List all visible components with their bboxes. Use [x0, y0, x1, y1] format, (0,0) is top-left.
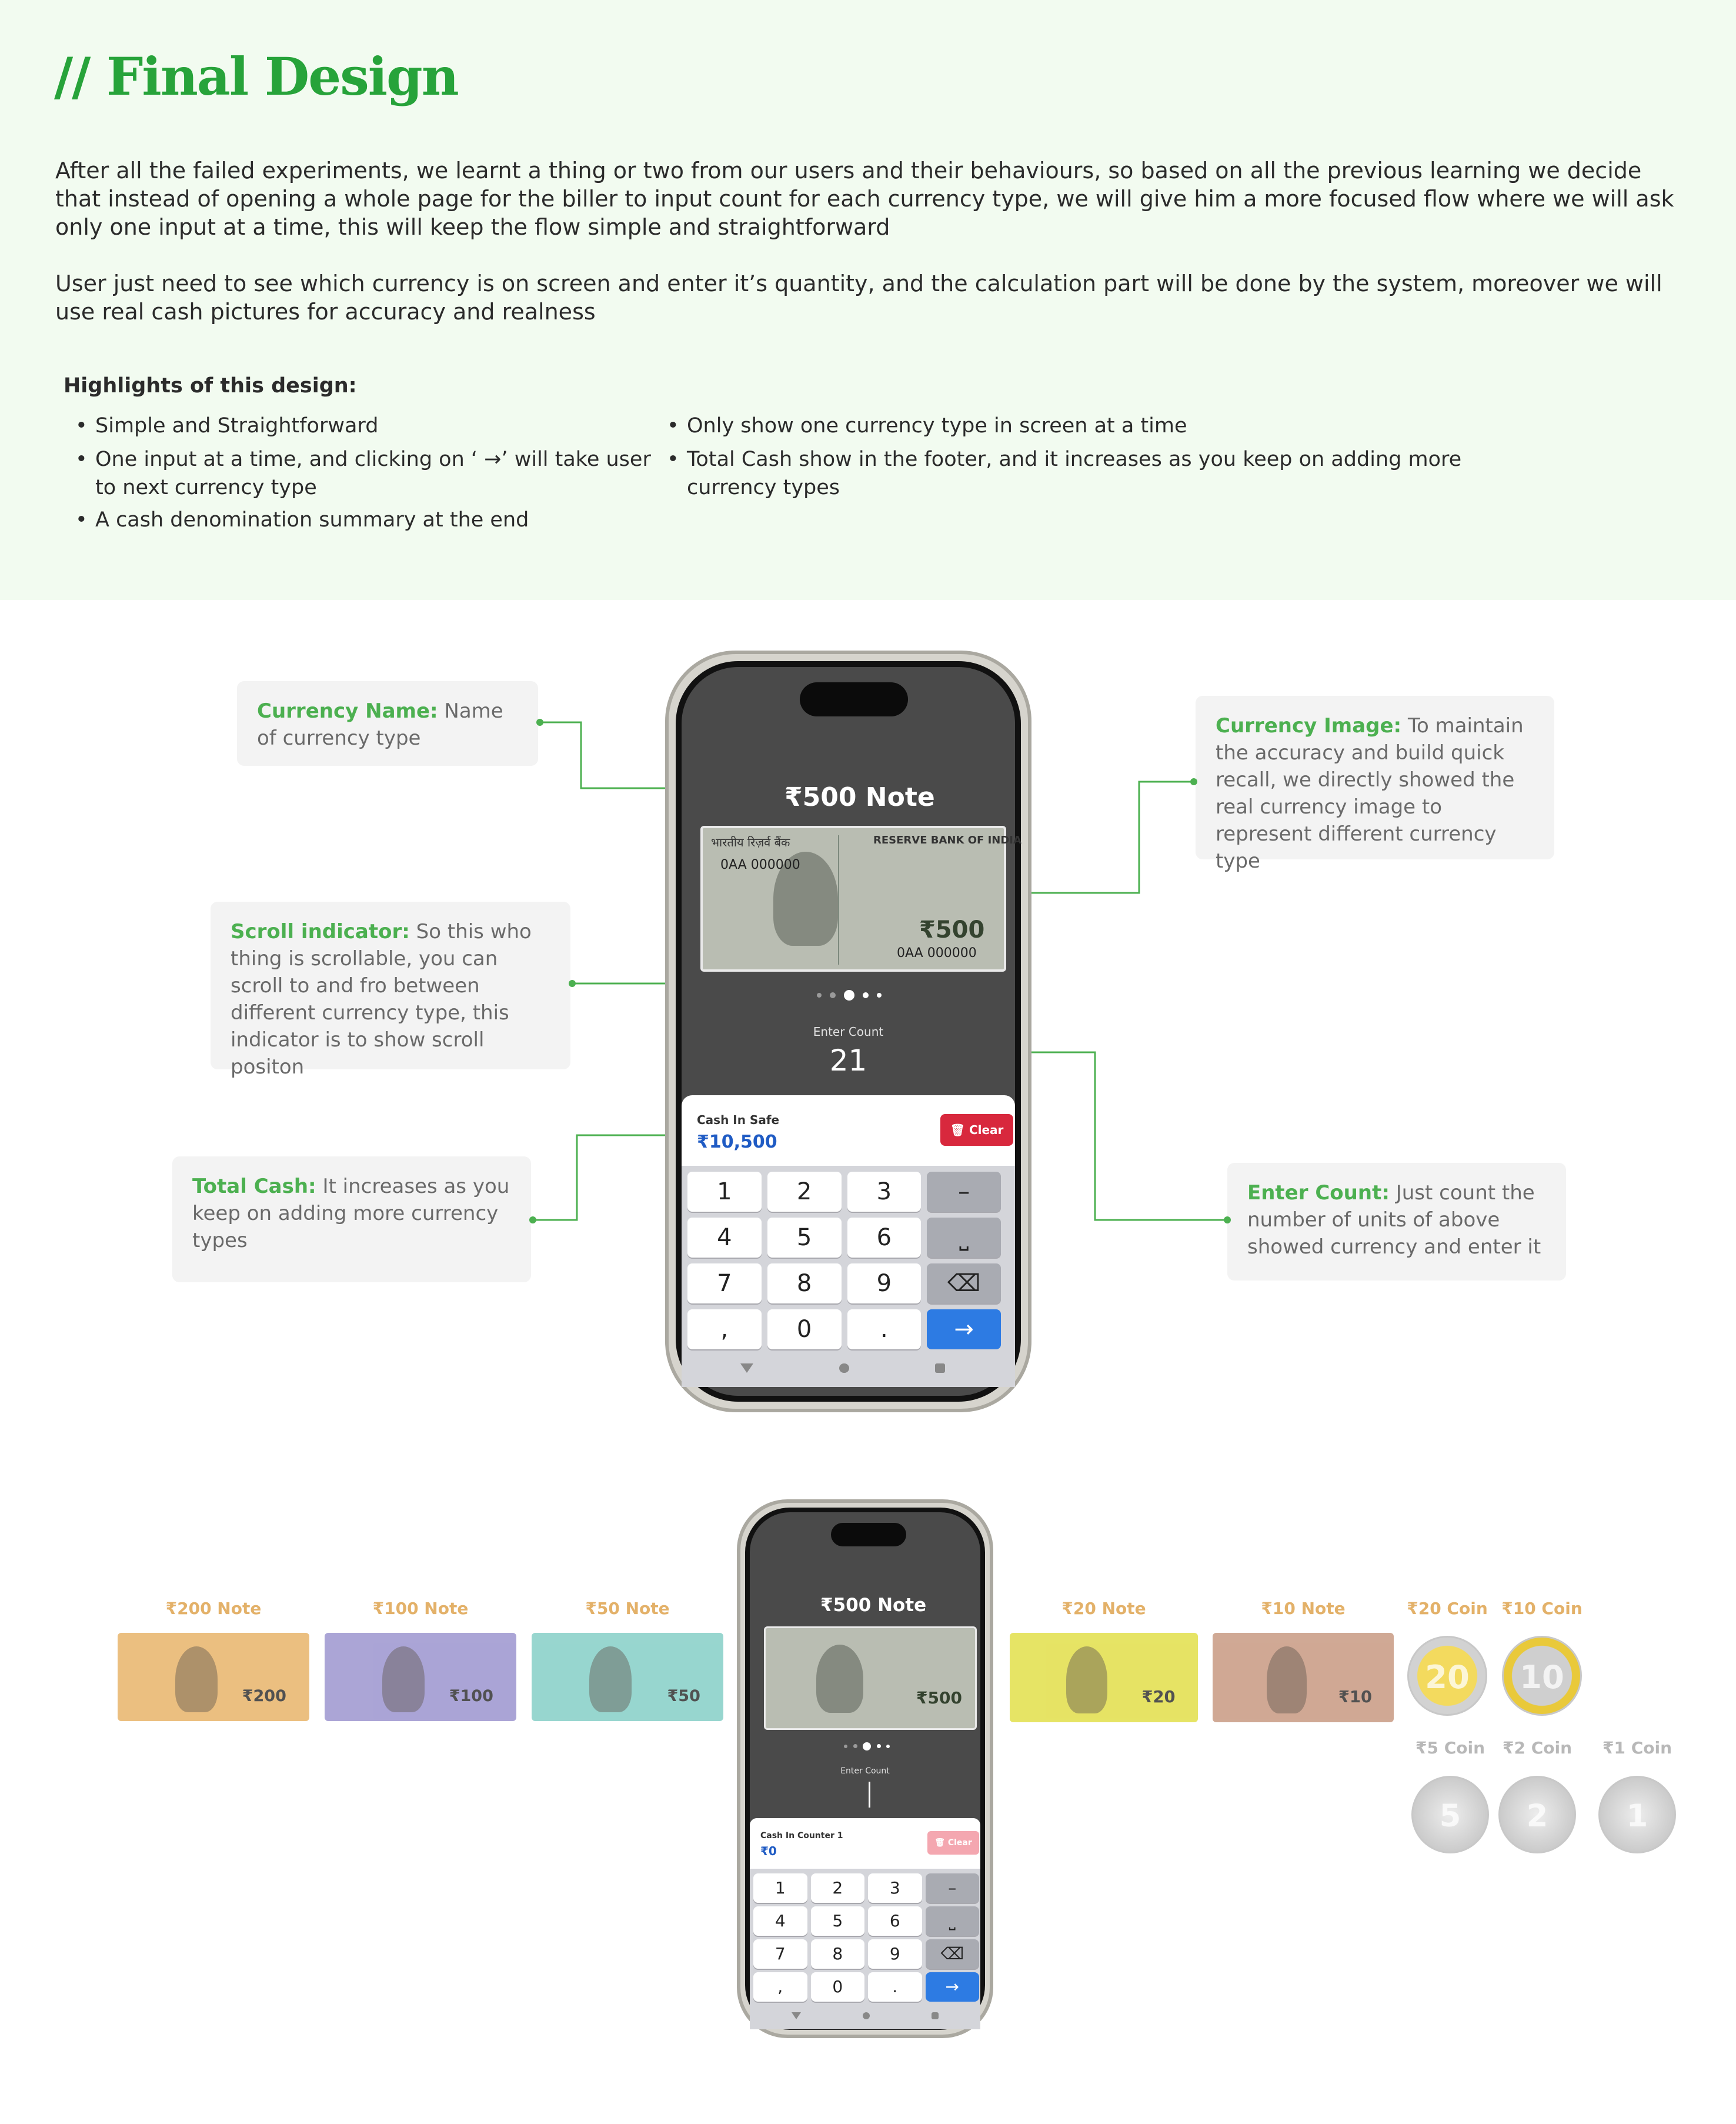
key-15[interactable]: . — [868, 1972, 922, 2002]
currency-note-thumb[interactable]: ₹200 — [118, 1633, 309, 1721]
cash-label: Cash In Safe — [697, 1113, 780, 1127]
cash-footer: Cash In Counter 1 ₹0 🗑 Clear — [750, 1818, 980, 1869]
recents-icon[interactable] — [932, 2012, 939, 2019]
coin-image[interactable]: 5 — [1411, 1776, 1489, 1853]
key-5[interactable]: 4 — [687, 1218, 762, 1258]
key-12[interactable]: ⌫ — [926, 1939, 980, 1969]
key-11[interactable]: 9 — [868, 1939, 922, 1969]
currency-name: ₹500 Note — [820, 1595, 927, 1616]
highlight-item: • Only show one currency type in screen at a time — [667, 414, 1187, 438]
key-6[interactable]: 5 — [811, 1906, 865, 1936]
intro-paragraph-2: User just need to see which currency is on screen and enter it’s quantity, and the calculation part will be done by the system, moreover we will use real cash pictures for accuracy and realness — [55, 271, 1662, 325]
count-input[interactable] — [869, 1782, 870, 1808]
phone-mockup-main — [665, 651, 1031, 1412]
system-nav-bar — [750, 2009, 980, 2029]
coin-image[interactable]: 20 — [1407, 1636, 1487, 1716]
intro-paragraph-1: After all the failed experiments, we learnt a thing or two from our users and their behaviours, so based on all the previous learning we decide that instead of opening a whole page for the biller to input count for each currency type, we will give him a more focused flow where we will ask only one input at a time, this will keep the flow simple and straightforward — [55, 158, 1674, 240]
key-7[interactable]: 6 — [868, 1906, 922, 1936]
coin-label: ₹10 Coin — [1501, 1599, 1583, 1618]
count-input[interactable]: 21 — [829, 1043, 867, 1078]
annotation-enter-count: Enter Count: Just count the number of units of above showed currency and enter it — [1227, 1163, 1566, 1281]
key-13[interactable]: , — [753, 1972, 807, 2002]
scroll-indicator[interactable] — [817, 989, 893, 1001]
home-icon[interactable] — [839, 1363, 849, 1373]
back-icon[interactable] — [792, 2012, 801, 2019]
highlight-item: • A cash denomination summary at the end — [75, 508, 529, 532]
currency-note-thumb[interactable]: ₹20 — [1010, 1633, 1198, 1722]
key-16[interactable]: → — [926, 1972, 980, 2002]
key-8[interactable]: ⎵ — [927, 1218, 1001, 1258]
coin-image[interactable]: 1 — [1598, 1776, 1676, 1853]
currency-note-thumb[interactable]: ₹10 — [1213, 1633, 1394, 1722]
key-4[interactable]: – — [926, 1873, 980, 1903]
highlights-title: Highlights of this design: — [64, 374, 357, 398]
cash-footer — [682, 1095, 1015, 1166]
key-4[interactable]: – — [927, 1172, 1001, 1212]
currency-note-thumb[interactable]: ₹50 — [532, 1633, 723, 1721]
key-11[interactable]: 9 — [847, 1263, 922, 1303]
coin-image[interactable]: 10 — [1502, 1636, 1582, 1716]
key-7[interactable]: 6 — [847, 1218, 922, 1258]
clear-button[interactable]: 🗑 Clear — [927, 1831, 979, 1855]
key-14[interactable]: 0 — [767, 1309, 842, 1349]
key-10[interactable]: 8 — [767, 1263, 842, 1303]
clear-button[interactable]: 🗑 Clear — [940, 1114, 1013, 1146]
phone-mockup-secondary — [737, 1499, 993, 2038]
denomination-label: ₹20 Note — [1061, 1599, 1146, 1618]
recents-icon[interactable] — [935, 1363, 944, 1373]
enter-count-label: Enter Count — [813, 1025, 884, 1039]
numeric-keypad — [750, 1869, 980, 2029]
denomination-label: ₹50 Note — [585, 1599, 670, 1618]
key-14[interactable]: 0 — [811, 1972, 865, 2002]
trash-icon: 🗑 — [950, 1123, 965, 1137]
key-2[interactable]: 2 — [811, 1873, 865, 1903]
key-9[interactable]: 7 — [687, 1263, 762, 1303]
key-9[interactable]: 7 — [753, 1939, 807, 1969]
key-10[interactable]: 8 — [811, 1939, 865, 1969]
key-1[interactable]: 1 — [753, 1873, 807, 1903]
scroll-indicator[interactable] — [844, 1742, 897, 1751]
enter-count-label: Enter Count — [840, 1766, 890, 1776]
denomination-label: ₹100 Note — [372, 1599, 469, 1618]
numeric-keypad — [682, 1166, 1015, 1378]
highlight-item: • One input at a time, and clicking on ‘ →’ will take user to next currency type — [75, 448, 651, 499]
key-2[interactable]: 2 — [767, 1172, 842, 1212]
key-16[interactable]: → — [927, 1309, 1001, 1349]
system-nav-bar — [682, 1359, 1015, 1387]
coin-label: ₹1 Coin — [1602, 1738, 1672, 1758]
dynamic-island — [800, 682, 908, 716]
highlight-item: • Simple and Straightforward — [75, 414, 379, 438]
back-icon[interactable] — [740, 1363, 753, 1373]
annotation-currency-image: Currency Image: To maintain the accuracy and build quick recall, we directly showed the real currency image to represent different currency type — [1196, 696, 1554, 859]
denomination-label: ₹10 Note — [1261, 1599, 1346, 1618]
coin-label: ₹2 Coin — [1502, 1738, 1573, 1758]
trash-icon: 🗑 — [934, 1838, 945, 1848]
highlight-item: • Total Cash show in the footer, and it increases as you keep on adding more currency types — [667, 448, 1462, 499]
key-15[interactable]: . — [847, 1309, 922, 1349]
annotation-total-cash: Total Cash: It increases as you keep on adding more currency types — [172, 1156, 531, 1282]
annotation-currency-name: Currency Name: Name of currency type — [237, 681, 538, 766]
coin-image[interactable]: 2 — [1498, 1776, 1576, 1853]
key-8[interactable]: ⎵ — [926, 1906, 980, 1936]
currency-note-thumb[interactable]: ₹100 — [325, 1633, 516, 1721]
key-12[interactable]: ⌫ — [927, 1263, 1001, 1303]
key-6[interactable]: 5 — [767, 1218, 842, 1258]
denomination-label: ₹200 Note — [165, 1599, 262, 1618]
key-5[interactable]: 4 — [753, 1906, 807, 1936]
key-13[interactable]: , — [687, 1309, 762, 1349]
currency-note-image[interactable]: ₹500 — [764, 1626, 977, 1730]
coin-label: ₹5 Coin — [1415, 1738, 1485, 1758]
currency-name: ₹500 Note — [784, 782, 935, 812]
page-title: // Final Design — [54, 46, 458, 107]
total-cash-value: ₹10,500 — [697, 1132, 777, 1152]
key-3[interactable]: 3 — [868, 1873, 922, 1903]
dynamic-island — [831, 1523, 906, 1546]
key-3[interactable]: 3 — [847, 1172, 922, 1212]
key-1[interactable]: 1 — [687, 1172, 762, 1212]
annotation-scroll-indicator: Scroll indicator: So this who thing is scrollable, you can scroll to and fro between different currency type, this indicator is to show scroll positon — [211, 902, 570, 1069]
app-screen-secondary — [750, 1512, 980, 2025]
app-screen — [682, 667, 1021, 1396]
coin-label: ₹20 Coin — [1407, 1599, 1488, 1618]
currency-note-image[interactable]: भारतीय रिज़र्व बैंक RESERVE BANK OF INDIA 0AA 000000 ₹500 0AA 000000 — [700, 826, 1006, 972]
home-icon[interactable] — [863, 2012, 870, 2019]
